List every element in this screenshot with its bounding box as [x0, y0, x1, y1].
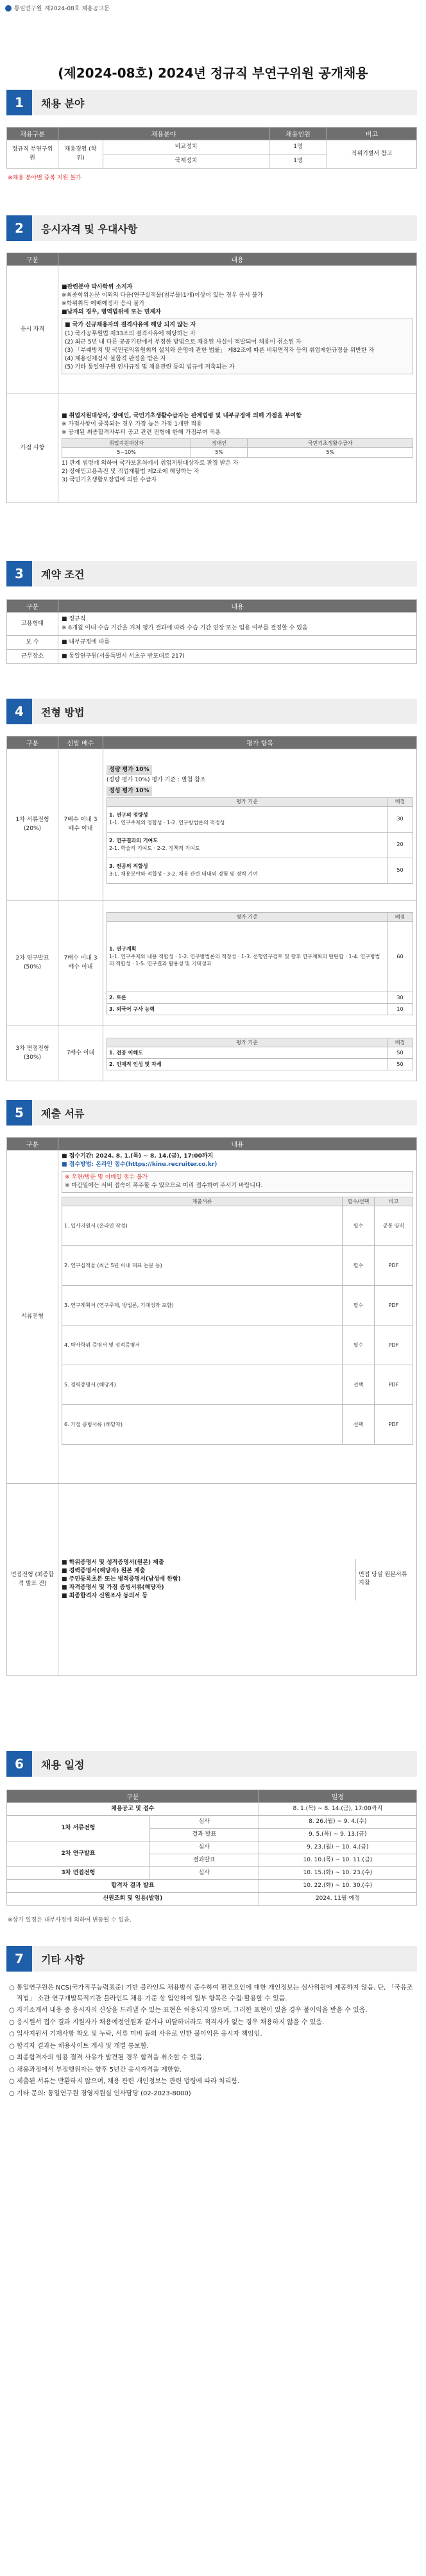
schedule-sub: 결과발표	[149, 1854, 259, 1867]
stage1-content	[103, 749, 417, 901]
doc-item: 4. 박사학위 증명서 및 성적증명서	[62, 1325, 343, 1365]
criteria-name: 2. 인재적 인성 및 자세	[107, 1059, 388, 1070]
interview-remark: 면접 당일 원본서류 지참	[355, 1559, 413, 1600]
doc-item: 5. 경력증명서 (해당자)	[62, 1365, 343, 1405]
section-title: 전형 방법	[32, 699, 417, 724]
schedule-note: ※상기 일정은 내부사정에 의하여 변동될 수 있음.	[8, 1917, 132, 1924]
contract-line: ■ 통일연구원(서울특별시 서초구 반포대로 217)	[58, 650, 417, 664]
section-title: 기타 사항	[32, 1946, 417, 1972]
doc-req: 선택	[343, 1405, 375, 1445]
org-name: 통일연구원	[14, 6, 42, 12]
interview-doc: ■ 경력증명서(해당자) 원본 제출	[62, 1567, 146, 1574]
pref-col-header: 취업지원대상자	[62, 439, 191, 448]
section-title: 제출 서류	[32, 1100, 417, 1126]
qual-item: ※최종학위논문 이외의 다음(연구실적물(첨부물)1개)이상이 있는 경우 응시 불가	[62, 292, 263, 299]
doc-item: 1. 입사지원서 (온라인 작성)	[62, 1206, 343, 1246]
qual-item: (2) 최근 5년 내 다른 공공기관에서 부정한 방법으로 채용된 사실이 적발되어 채용이 취소된 자	[65, 338, 302, 345]
docs-col-header: 제출서류	[62, 1197, 343, 1206]
schedule-stage: 2차 연구발표	[7, 1841, 150, 1867]
stage-ratio: 7배수 이내	[58, 1026, 103, 1081]
criteria-item	[107, 832, 388, 858]
criteria-detail: 2-1. 학술적 기여도 · 2-2. 정책적 기여도	[109, 845, 200, 852]
doc-req: 필수	[343, 1206, 375, 1246]
docs-stage-label: 서류전형	[7, 1151, 58, 1484]
stage-name: 1차 서류전형 (20%)	[7, 749, 58, 901]
qualification-table	[6, 253, 417, 503]
schedule-sub: 심사	[149, 1867, 259, 1880]
schedule-date: 8. 1.(목) ~ 8. 14.(금), 17:00까지	[259, 1803, 416, 1816]
schedule-sub: 결과 발표	[149, 1829, 259, 1841]
criteria-detail: 3-1. 채용분야와 적합성 · 3-2. 채용 관련 대내외 경험 및 경력 기여	[109, 871, 258, 877]
schedule-date: 9. 23.(월) ~ 10. 4.(금)	[259, 1841, 416, 1854]
pref-note: 2) 장애인고용촉진 및 직업재활법 제2조에 해당하는 자	[62, 468, 200, 475]
col-header: 내용	[58, 1138, 417, 1151]
col-header: 일정	[259, 1790, 416, 1803]
other-note: ○ 채용과정에서 부정행위자는 향후 5년간 응시자격을 제한함.	[9, 2066, 182, 2073]
criteria-header: 배점	[388, 1038, 413, 1047]
recruit-field: 비교정치	[103, 140, 269, 154]
schedule-stage: 채용공고 및 접수	[7, 1803, 259, 1816]
section-number: 2	[6, 215, 32, 241]
qual-item: (5) 기타 통일연구원 인사규정 및 채용관련 등의 법규에 저촉되는 자	[65, 363, 235, 370]
docs-content	[58, 1151, 417, 1484]
schedule-date: 8. 26.(월) ~ 9. 4.(수)	[259, 1816, 416, 1829]
section-title: 응시자격 및 우대사항	[32, 215, 417, 241]
other-note: ○ 최종합격자의 임용 결격 사유가 발견될 경우 합격을 취소할 수 있음.	[9, 2054, 205, 2061]
stage3-criteria-table	[106, 1038, 413, 1070]
contract-line: ■ 정규직	[62, 616, 86, 623]
docs-list-table	[62, 1197, 413, 1445]
recruit-field: 국제정치	[103, 154, 269, 169]
criteria-name: 1. 연구의 정량성	[109, 812, 148, 819]
schedule-sub: 심사	[149, 1841, 259, 1854]
contract-line: ■ 내부규정에 따름	[58, 636, 417, 650]
other-note: ○ 제출된 서류는 반환하지 않으며, 채용 관련 개인정보는 관련 법령에 따라 처리함.	[9, 2078, 240, 2085]
col-header: 채용구분	[7, 128, 58, 140]
criteria-detail: 1-1. 연구주제와 내용 적합성 · 1-2. 연구방법론의 적정성 · 1-3. 선행연구검토 및 향후 연구계획의 탄탄함 · 1-4. 연구방법의 적합성 · 1-5. 연구결과 활용성 및 기대성과	[109, 953, 380, 967]
recruit-note: ※채용 분야별 중복 지원 불가	[8, 175, 81, 181]
doc-req: 필수	[343, 1325, 375, 1365]
pref-value: 5~10%	[62, 448, 191, 458]
other-note: ○ 입사지원서 기재사항 착오 및 누락, 서류 미비 등의 사유로 인한 불이익은 응시자 책임임.	[9, 2031, 262, 2038]
documents-table	[6, 1137, 417, 1676]
doc-note: PDF	[375, 1286, 413, 1325]
schedule-stage: 합격자 결과 발표	[7, 1880, 259, 1893]
schedule-date: 10. 22.(화) ~ 10. 30.(수)	[259, 1880, 416, 1893]
qual-item: (3) 「부패방지 및 국민권익위원회의 설치와 운영에 관한 법률」 제82조에 따른 비위면직자 등의 취업제한규정을 위반한 자	[65, 347, 375, 354]
criteria-name: 1. 전공 이해도	[107, 1047, 388, 1059]
doc-note: PDF	[375, 1405, 413, 1445]
contract-line: ※ 6개월 이내 수습 기간을 거쳐 평가 결과에 따라 수습 기간 연장 또는 임용 여부를 결정할 수 있음	[62, 624, 308, 631]
recruit-count: 1명	[269, 154, 327, 169]
docs-period: ■ 접수기간: 2024. 8. 1.(목) ~ 8. 14.(금), 17:00까지	[62, 1153, 214, 1159]
pref-value: 5%	[248, 448, 413, 458]
selection-table	[6, 736, 417, 1081]
qual-item: ■관련분야 박사학위 소지자	[62, 284, 133, 291]
section-header-documents	[6, 1100, 417, 1126]
docs-note: ※ 우편/방문 및 이메일 접수 불가	[65, 1174, 148, 1181]
section-number: 6	[6, 1751, 32, 1777]
doc-req: 필수	[343, 1246, 375, 1286]
criteria-header: 배점	[388, 797, 413, 806]
schedule-sub: 심사	[149, 1816, 259, 1829]
stage-ratio: 7배수 이내 3배수 이내	[58, 901, 103, 1026]
docs-method: ■ 접수방법: 온라인 접수(https://kinu.recruiter.co.kr)	[62, 1161, 217, 1168]
other-note: ○ 기타 문의: 통일연구원 경영지원실 인사담당 (02-2023-8000)	[9, 2090, 191, 2097]
recruit-type: 정규직 부연구위원	[7, 140, 58, 169]
col-header: 구분	[7, 253, 58, 266]
col-header: 채용분야	[58, 128, 269, 140]
criteria-item	[107, 922, 388, 992]
stage3-content	[103, 1026, 417, 1081]
pref-item: ※ 가점사항이 중복되는 경우 가장 높은 가점 1개만 적용	[62, 421, 202, 428]
section-header-qualification	[6, 215, 417, 241]
section-number: 3	[6, 561, 32, 586]
criteria-score: 20	[388, 832, 413, 858]
criteria-item	[107, 806, 388, 832]
col-header: 내용	[58, 600, 417, 613]
schedule-stage: 1차 서류전형	[7, 1816, 150, 1841]
criteria-score: 60	[388, 922, 413, 992]
section-title: 채용 분야	[32, 90, 417, 115]
criteria-score: 10	[388, 1004, 413, 1015]
interview-doc: ■ 학위증명서 및 성적증명서(원본) 제출	[62, 1559, 164, 1566]
schedule-date: 10. 15.(화) ~ 10. 23.(수)	[259, 1867, 416, 1880]
eval-tag: 정량 평가 10%	[106, 765, 152, 775]
docs-col-header: 필수/선택	[343, 1197, 375, 1206]
recruit-count: 1명	[269, 140, 327, 154]
criteria-name: 3. 전공의 적합성	[109, 863, 148, 870]
qual-basic-label: 응시 자격	[7, 266, 58, 394]
section-header-other	[6, 1946, 417, 1972]
recruit-remark: 직위기별서 참고	[327, 140, 417, 169]
pref-item: ※ 공개된 최종합격자부터 공고 관련 전형에 한해 가점부여 적용	[62, 429, 221, 436]
recruit-table	[6, 127, 417, 169]
contract-label: 보 수	[7, 636, 58, 650]
schedule-stage: 신원조회 및 임용(발령)	[7, 1893, 259, 1906]
pref-item: ■ 취업지원대상자, 장애인, 국민기초생활수급자는 관계법령 및 내부규정에 의해 가점을 부여함	[62, 413, 302, 420]
interview-doc: ■ 최종합격자 신원조사 동의서 등	[62, 1593, 148, 1600]
schedule-date: 10. 10.(목) ~ 10. 11.(금)	[259, 1854, 416, 1867]
col-header: 비고	[327, 128, 417, 140]
col-header: 구분	[7, 1138, 58, 1151]
stage2-content	[103, 901, 417, 1026]
col-header: 채용인원	[269, 128, 327, 140]
qual-basic-content	[58, 266, 417, 394]
doc-req: 선택	[343, 1365, 375, 1405]
criteria-detail: 1-1. 연구주제의 정합성 · 1-2. 연구방법론의 적정성	[109, 820, 225, 826]
schedule-date: 9. 5.(목) ~ 9. 13.(금)	[259, 1829, 416, 1841]
other-notes-list	[9, 1983, 416, 2100]
section-title: 채용 일정	[32, 1751, 417, 1777]
other-note: ○ 응시원서 접수 결과 지원자가 채용예정인원과 같거나 미달하더라도 적격자가 없는 경우 채용하지 않을 수 있음.	[9, 2018, 325, 2026]
stage1-criteria-table	[106, 797, 413, 884]
section-header-recruit	[6, 90, 417, 115]
doc-item: 3. 연구계획서 (연구주제, 방법론, 기대성과 포함)	[62, 1286, 343, 1325]
qual-pref-label: 가점 사항	[7, 394, 58, 503]
docs-interview-content	[58, 1484, 417, 1676]
schedule-table	[6, 1790, 417, 1906]
criteria-header: 평가 기준	[107, 1038, 388, 1047]
section-header-schedule	[6, 1751, 417, 1777]
other-note: ○ 자기소개서 내용 중 응시자의 신상을 드러낼 수 있는 표현은 허용되지 않으며, 그러한 표현이 있을 경우 불이익을 받을 수 있음.	[9, 2007, 368, 2014]
pref-score-table	[62, 438, 413, 458]
doc-note: 공통 양식	[375, 1206, 413, 1246]
interview-doc: ■ 자격증명서 및 가점 증빙서류(해당자)	[62, 1584, 164, 1591]
pref-note: 3) 국민기초생활보장법에 의한 수급자	[62, 476, 157, 483]
criteria-score: 50	[388, 858, 413, 883]
pref-col-header: 국민기초생활수급자	[248, 439, 413, 448]
contract-content	[58, 613, 417, 636]
pref-note: 1) 관계 법령에 의하여 국가보훈처에서 취업지원대상자로 판정 받은 자	[62, 460, 239, 467]
interview-docs-list	[62, 1559, 355, 1600]
doc-req: 필수	[343, 1286, 375, 1325]
criteria-name: 3. 외국어 구사 능력	[107, 1004, 388, 1015]
criteria-score: 50	[388, 1059, 413, 1070]
criteria-score: 50	[388, 1047, 413, 1059]
eval-tag: 정성 평가 10%	[106, 786, 152, 796]
criteria-header: 배점	[388, 913, 413, 922]
col-header: 구분	[7, 736, 58, 749]
docs-col-header: 비고	[375, 1197, 413, 1206]
contract-label: 고용형태	[7, 613, 58, 636]
qual-item: (1) 국가공무원법 제33조의 결격사유에 해당하는 자	[65, 330, 196, 337]
criteria-item	[107, 858, 388, 883]
contract-table	[6, 599, 417, 664]
schedule-date: 2024. 11월 예정	[259, 1893, 416, 1906]
doc-note: PDF	[375, 1325, 413, 1365]
docs-notes-box	[62, 1171, 413, 1193]
section-header-contract	[6, 561, 417, 586]
section-number: 7	[6, 1946, 32, 1972]
section-number: 5	[6, 1100, 32, 1126]
qual-item: ※학위취득 예배예정자 응시 불가	[62, 301, 145, 308]
col-header: 선발 배수	[58, 736, 103, 749]
disqualification-box	[62, 319, 413, 374]
criteria-name: 2. 토론	[107, 992, 388, 1004]
pref-col-header: 장애인	[191, 439, 248, 448]
col-header: 평가 항목	[103, 736, 417, 749]
col-header: 구분	[7, 600, 58, 613]
doc-note: PDF	[375, 1365, 413, 1405]
doc-item: 2. 연구실적물 (최근 5년 이내 대표 논문 등)	[62, 1246, 343, 1286]
pref-value: 5%	[191, 448, 248, 458]
section-number: 1	[6, 90, 32, 115]
docs-note: ※ 마감일에는 서버 접속이 폭주할 수 있으므로 미리 접수하여 주시기 바랍니다.	[65, 1183, 263, 1190]
doc-note: PDF	[375, 1246, 413, 1286]
interview-doc: ■ 주민등록초본 또는 병적증명서(남성에 한함)	[62, 1575, 181, 1583]
other-note: ○ 합격자 결과는 채용사이트 게시 및 개별 통보함.	[9, 2042, 149, 2050]
qual-item: ■남자의 경우, 병역법위에 또는 면제자	[62, 309, 161, 316]
qual-item: (4) 채용신체검사 불합격 판정을 받은 자	[65, 355, 166, 362]
stage-name: 2차 연구발표 (50%)	[7, 901, 58, 1026]
section-title: 계약 조건	[32, 561, 417, 586]
col-header: 내용	[58, 253, 417, 266]
page-title: (제2024-08호) 2024년 정규직 부연구위원 공개채용	[58, 65, 368, 81]
criteria-header: 평가 기준	[107, 797, 388, 806]
contract-label: 근무장소	[7, 650, 58, 664]
notice-number: 제2024-08호 채용공고문	[44, 6, 110, 12]
interview-docs-wrap	[62, 1559, 413, 1600]
recruit-field-group: 채용경영 (학위)	[58, 140, 103, 169]
section-header-selection	[6, 699, 417, 724]
section-number: 4	[6, 699, 32, 724]
schedule-stage: 3차 면접전형	[7, 1867, 150, 1880]
criteria-header: 평가 기준	[107, 913, 388, 922]
stage2-criteria-table	[106, 912, 413, 1015]
stage-name: 3차 면접전형 (30%)	[7, 1026, 58, 1081]
stage-ratio: 7배수 이내 3배수 이내	[58, 749, 103, 901]
qual-item: ■ 국가 신규채용자의 결격사유에 해당 되지 않는 자	[65, 322, 196, 329]
criteria-score: 30	[388, 806, 413, 832]
criteria-score: 30	[388, 992, 413, 1004]
col-header: 구분	[7, 1790, 259, 1803]
criteria-name: 2. 연구결과의 기여도	[109, 838, 158, 844]
other-note: ○ 통일연구원은 NCS(국가직무능력표준) 기반 블라인드 채용방식 준수하여 편견요인에 대한 개인정보는 심사위원에 제공하지 않음. 단, 「국유조직법」 소관 연구개발목적기관 블라인드 채용 기준 상 입안하여 일부 항목은 수집·활용할 수 있음.	[9, 1984, 413, 2002]
logo-icon	[5, 5, 12, 12]
criteria-name: 1. 연구계획	[109, 946, 137, 952]
doc-item: 6. 가점 증빙서류 (해당자)	[62, 1405, 343, 1445]
qual-pref-content	[58, 394, 417, 503]
doc-header	[5, 4, 110, 12]
docs-interview-label: 면접전형 (최종합격 발표 전)	[7, 1484, 58, 1676]
eval-tag-note: (정량 평가 10%) 평가 기준 : 별첨 참조	[106, 777, 206, 784]
